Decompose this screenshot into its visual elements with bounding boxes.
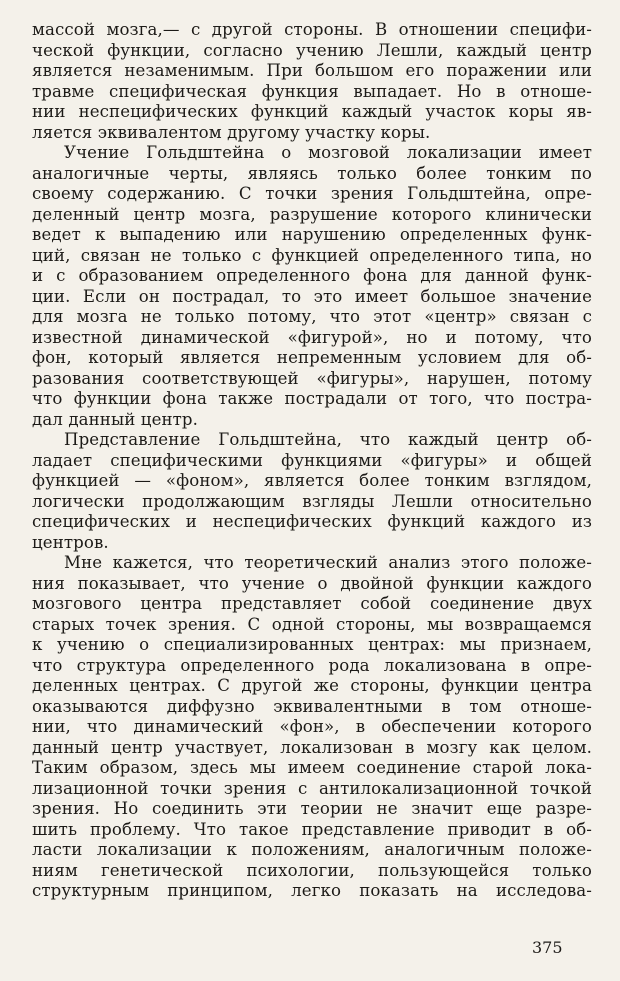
- page-number: 375: [532, 938, 563, 957]
- text-line: что функции фона также пострадали от того, что постра-: [32, 389, 592, 408]
- text-line: ции. Если он пострадал, то это имеет большое значение: [32, 286, 592, 306]
- text-line: травме специфическая функция выпадает. Но в отноше-: [32, 81, 592, 101]
- text-line: дал данный центр.: [32, 409, 199, 429]
- text-line: логически продолжающим взгляды Лешли относительно: [32, 491, 592, 511]
- text-line: Мне кажется, что теоретический анализ этого положе-: [64, 553, 592, 572]
- text-line: старых точек зрения. С одной стороны, мы возвращаемся: [32, 614, 592, 634]
- text-line: фон, который является непременным условием для об-: [32, 348, 592, 367]
- text-line: Учение Гольдштейна о мозговой локализации имеет: [64, 143, 592, 162]
- text-line: является незаменимым. При большом его поражении или: [32, 61, 592, 80]
- text-line: ласти локализации к положениям, аналогичным положе-: [32, 840, 592, 859]
- text-line: зрения. Но соединить эти теории не значит еще разре-: [32, 799, 592, 818]
- text-line: для мозга не только потому, что этот «центр» связан с: [32, 307, 592, 326]
- text-line: известной динамической «фигурой», но и потому, что: [32, 327, 592, 347]
- text-line: специфических и неспецифических функций каждого из: [32, 512, 592, 531]
- text-line: ведет к выпадению или нарушению определенных функ-: [32, 225, 592, 244]
- text-line: своему содержанию. С точки зрения Гольдштейна, опре-: [32, 184, 592, 203]
- text-line: ния показывает, что учение о двойной функции каждого: [32, 573, 592, 593]
- text-line: данный центр участвует, локализован в мозгу как целом.: [32, 737, 592, 757]
- text-line: деленный центр мозга, разрушение которого клинически: [32, 204, 592, 224]
- body-text: [32, 20, 592, 902]
- text-line: нии неспецифических функций каждый участок коры яв-: [32, 102, 592, 121]
- text-line: Представление Гольдштейна, что каждый центр об-: [64, 430, 592, 449]
- text-line: массой мозга,— с другой стороны. В отношении специфи-: [32, 20, 592, 39]
- text-line: ческой функции, согласно учению Лешли, каждый центр: [32, 40, 592, 60]
- text-line: шить проблему. Что такое представление приводит в об-: [32, 819, 592, 839]
- text-line: оказываются диффузно эквивалентными в том отноше-: [32, 696, 592, 716]
- text-line: функцией — «фоном», является более тонким взглядом,: [32, 471, 592, 490]
- text-line: Таким образом, здесь мы имеем соединение старой лока-: [32, 758, 592, 777]
- text-line: мозгового центра представляет собой соединение двух: [32, 594, 592, 613]
- text-line: центров.: [32, 532, 109, 552]
- text-line: к учению о специализированных центрах: мы признаем,: [32, 635, 592, 654]
- text-line: лизационной точки зрения с антилокализационной точкой: [32, 778, 592, 798]
- text-line: ций, связан не только с функцией определенного типа, но: [32, 245, 592, 265]
- text-line: нии, что динамический «фон», в обеспечении которого: [32, 717, 592, 736]
- text-line: что структура определенного рода локализована в опре-: [32, 655, 592, 675]
- text-line: ляется эквивалентом другому участку коры.: [32, 122, 431, 142]
- text-line: ладает специфическими функциями «фигуры» и общей: [32, 450, 592, 470]
- text-line: и с образованием определенного фона для данной функ-: [32, 266, 592, 285]
- text-line: деленных центрах. С другой же стороны, функции центра: [32, 676, 592, 695]
- text-line: ниям генетической психологии, пользующейся только: [32, 860, 592, 880]
- text-line: структурным принципом, легко показать на исследова-: [32, 881, 592, 900]
- text-line: аналогичные черты, являясь только более тонким по: [32, 163, 592, 183]
- text-line: разования соответствующей «фигуры», нарушен, потому: [32, 368, 592, 388]
